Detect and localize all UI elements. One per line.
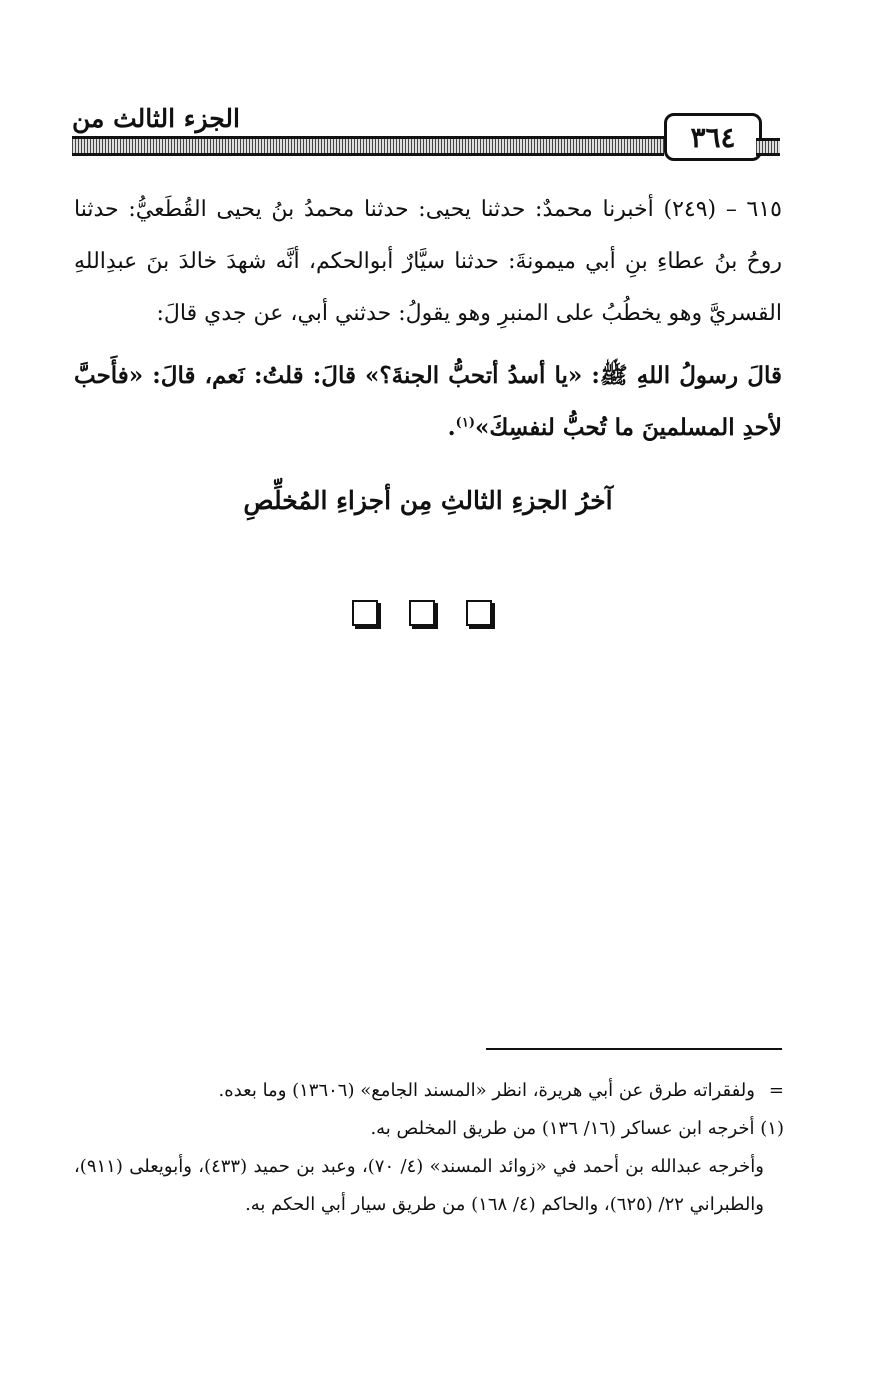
- hadith-matn: [74, 350, 782, 454]
- footnote-1-text: (١) أخرجه ابن عساكر (١٦/ ١٣٦) من طريق المخلص به.: [370, 1118, 784, 1139]
- hadith-isnad: [74, 184, 782, 340]
- end-mark: .: [447, 414, 456, 441]
- ornament-square-icon: [352, 600, 378, 626]
- running-title: الجزء الثالث من: [72, 104, 240, 133]
- header-rule: [72, 136, 664, 156]
- footnote-ref: (١): [455, 415, 475, 431]
- footnote-continuation: [74, 1072, 784, 1110]
- footnote-1: [74, 1110, 784, 1148]
- section-ornament: [352, 600, 492, 632]
- continuation-marker: =: [768, 1080, 784, 1101]
- page-number: ٣٦٤: [664, 113, 762, 161]
- ornament-square-icon: [466, 600, 492, 626]
- continuation-text: ولفقراته طرق عن أبي هريرة، انظر «المسند الجامع» (١٣٦٠٦) وما بعده.: [218, 1080, 755, 1101]
- footnote-separator: [486, 1048, 782, 1050]
- footnote-1-more-text: وأخرجه عبدالله بن أحمد في «زوائد المسند» (٤/ ٧٠)، وعبد بن حميد (٤٣٣)، وأبويعلى (٩١١)، والطبراني ٢٢/ (٦٢٥)، والحاكم (٤/ ١٦٨) من طريق سيار أبي الحكم به.: [74, 1156, 764, 1215]
- closing-title: آخرُ الجزءِ الثالثِ مِن أجزاءِ المُخلِّصِ: [243, 486, 613, 515]
- footnote-1-more: [74, 1148, 764, 1224]
- matn-text: قالَ رسولُ اللهِ ﷺ: «يا أسدُ أتحبُّ الجنةَ؟» قالَ: قلتُ: نَعم، قالَ: «فأَحبَّ لأحدِ المسلمينَ ما تُحبُّ لنفسِكَ»: [74, 362, 782, 441]
- isnad-text: ٦١٥ – (٢٤٩) أخبرنا محمدٌ: حدثنا يحيى: حدثنا محمدُ بنُ يحيى القُطَعيُّ: حدثنا روحُ بنُ عطاءِ بنِ أبي ميمونةَ: حدثنا سيَّارٌ أبوالحكم، أنَّه شهدَ خالدَ بنَ عبدِاللهِ القسريَّ وهو يخطُبُ على المنبرِ وهو يقولُ: حدثني أبي، عن جدي قالَ:: [74, 197, 782, 326]
- ornament-square-icon: [409, 600, 435, 626]
- header-rule-tail: [756, 138, 780, 156]
